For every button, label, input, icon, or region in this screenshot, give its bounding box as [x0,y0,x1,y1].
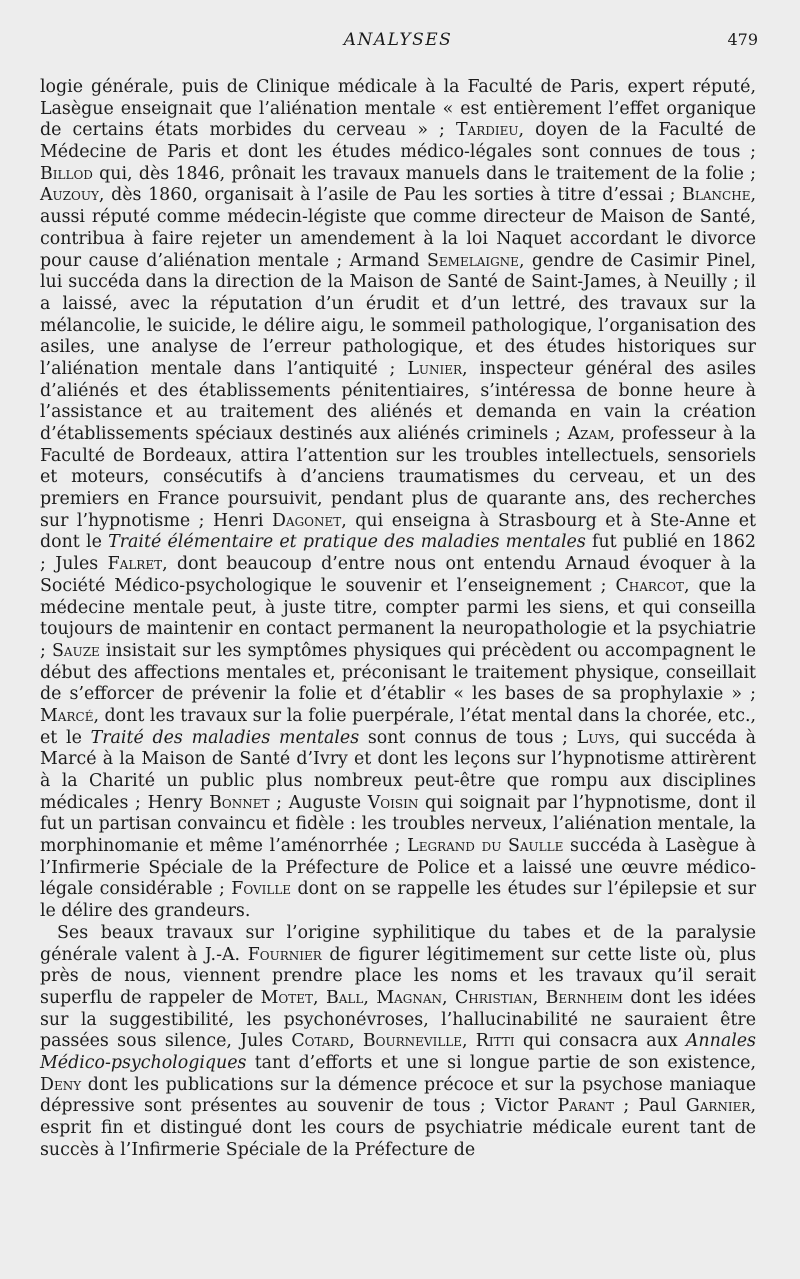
paragraph-2 [40,923,756,1162]
work-title: Traité élémentaire et pratique des maladies mentales [108,532,586,553]
text-run: , professeur à la Faculté de Bordeaux, attira l’attention sur les troubles intellectuels, sensoriels et moteurs, consécutifs à d’anciens traumatismes du cerveau, et un des premiers en France poursuivit, pendant plus de quarante ans, des recherches sur l’hypnotisme ; Henri [40,424,756,531]
text-run: sont connus de tous ; [359,727,577,748]
author-name: Blanche [682,185,751,206]
text-run: insistait sur les symptômes physiques qui précèdent ou accompagnent le début des affections mentales et, préconisant le traitement physique, conseillait de s’efforcer de prévenir la folie et d’établir « les bases de sa prophylaxie » ; [40,640,757,705]
text-run: ; Auguste [269,792,368,813]
page-header [38,30,758,56]
author-name: Tardieu [455,120,519,141]
text-run: Ses beaux travaux sur l’origine syphilitique du tabes et de la paralysie générale valent à J.-A. [40,922,756,965]
text-run: logie générale, puis de Clinique médicale à la Faculté de Paris, expert réputé, Lasègue enseignait que l’aliénation mentale « est entièrement l’effet organique de certains états morbides du cerveau » ; [40,77,756,141]
text-run: dont les publications sur la démence précoce et sur la psychose maniaque dépressive sont présentes au souvenir de tous ; Victor [40,1074,756,1117]
text-run: , gendre de Casimir Pinel, lui succéda dans la direction de la Maison de Santé de Saint-James, à Neuilly ; il a laissé, avec la réputation d’un érudit et d’un lettré, des travaux sur la mélancolie, le suicide, le délire aigu, le sommeil pathologique, l’organisation des asiles, une analyse de l’erreur pathologique, et des études historiques sur l’aliénation mentale dans l’antiquité ; [40,250,756,379]
text-run: , qui succéda à Marcé à la Maison de Santé d’Ivry et dont les leçons sur l’hypnotisme attirèrent à la Charité un public plus nombreux peut-être que rompu aux disciplines médicales ; Henry [40,727,757,813]
author-name: Bonnet [209,792,270,813]
author-name: Auzouy [40,185,99,206]
text-run: , aussi réputé comme médecin-légiste que comme directeur de Maison de Santé, contribua à faire rejeter un amendement à la loi Naquet accordant le divorce pour cause d’aliénation mentale ; Armand [40,185,756,271]
author-name: Parant [557,1096,615,1117]
author-name: Voisin [367,792,419,813]
author-name: Marcé [40,705,94,726]
text-run: , dont les travaux sur la folie puerpérale, l’état mental dans la chorée, etc., et le [40,705,756,748]
body-text [40,77,756,1161]
text-run: ; Paul [614,1096,686,1117]
author-name: Legrand du Saulle [407,836,564,857]
author-name: Deny [40,1074,82,1095]
page-number: 479 [727,30,758,49]
text-run: fut publié en 1862 ; Jules [40,532,756,575]
text-run: qui soignait par l’hypnotisme, dont il fut un partisan convaincu et fidèle : les troubles nerveux, l’aliénation mentale, la morphinomanie et même l’aménorrhée ; [40,792,756,857]
author-name: Christian [455,987,533,1008]
text-run: dont les idées sur la suggestibilité, les psychonévroses, l’hallucinabilité ne sauraient être passées sous silence, Jules [40,987,756,1052]
author-name: Luys [576,727,615,748]
author-name: Falret [107,554,163,575]
text-run: tant d’efforts et une si longue partie de son existence, [246,1052,756,1073]
author-name: Bernheim [545,987,623,1008]
author-name: Billod [40,163,93,184]
text-run: , dont beaucoup d’entre nous ont entendu Arnaud évoquer à la Société Médico-psychologique le souvenir et l’enseignement ; [40,554,756,596]
text-run: , [349,1031,363,1052]
text-run: , [462,1031,476,1052]
text-run: de figurer légitimement sur cette liste où, plus près de nous, viennent prendre place les noms et les travaux qu’il serait superflu de rappeler de [40,944,757,1008]
author-name: Motet [260,987,314,1008]
work-title: Annales Médico-psychologiques [40,1031,756,1073]
author-name: Cotard [291,1031,350,1052]
author-name: Lunier [407,358,463,379]
text-run: , inspecteur général des asiles d’aliénés et des établissements pénitentiaires, s’intéressa de bonne heure à l’assistance et au traitement des aliénés et demanda en vain la création d’établissements spéciaux destinés aux aliénés criminels ; [40,358,756,444]
author-name: Fournier [247,944,322,965]
author-name: Azam [567,424,610,444]
work-title: Traité des maladies mentales [90,727,360,748]
author-name: Semelaigne [427,250,519,271]
text-run: dont on se rappelle les études sur l’épilepsie et sur le délire des grandeurs. [40,879,757,922]
author-name: Dagonet [271,510,342,531]
author-name: Foville [231,879,292,900]
text-run: , esprit fin et distingué dont les cours de psychiatrie médicale eurent tant de succès à l’Infirmerie Spéciale de la Préfecture de [40,1096,756,1160]
author-name: Charcot [615,575,684,596]
author-name: Sauze [52,640,100,661]
text-run: , [363,987,377,1008]
author-name: Magnan [376,987,443,1008]
author-name: Bourneville [362,1031,463,1052]
text-run: , [442,987,455,1008]
text-run: qui consacra aux [514,1031,686,1052]
text-run: , qui enseigna à Strasbourg et à Ste-Anne et dont le [40,510,756,553]
text-run: succéda à Lasègue à l’Infirmerie Spéciale de la Préfecture de Police et a laissé une œuvre médico-légale considérable ; [40,836,756,900]
author-name: Ball [325,987,364,1008]
author-name: Ritti [475,1031,515,1052]
text-run: , [313,987,326,1008]
text-run: , doyen de la Faculté de Médecine de Paris et dont les études médico-légales sont connues de tous ; [40,120,757,163]
text-run: , dès 1860, organisait à l’asile de Pau les sorties à titre d’essai ; [98,185,683,206]
text-run: , que la médecine mentale peut, à juste titre, compter parmi les siens, et qui conseilla toujours de maintenir en contact permanent la neuropathologie et la psychiatrie ; [40,575,756,661]
author-name: Garnier [685,1096,751,1117]
paragraph-1 [40,77,756,923]
running-head: ANALYSES [343,30,453,50]
text-run: , [532,987,546,1008]
text-run: qui, dès 1846, prônait les travaux manuels dans le traitement de la folie ; [92,163,756,184]
